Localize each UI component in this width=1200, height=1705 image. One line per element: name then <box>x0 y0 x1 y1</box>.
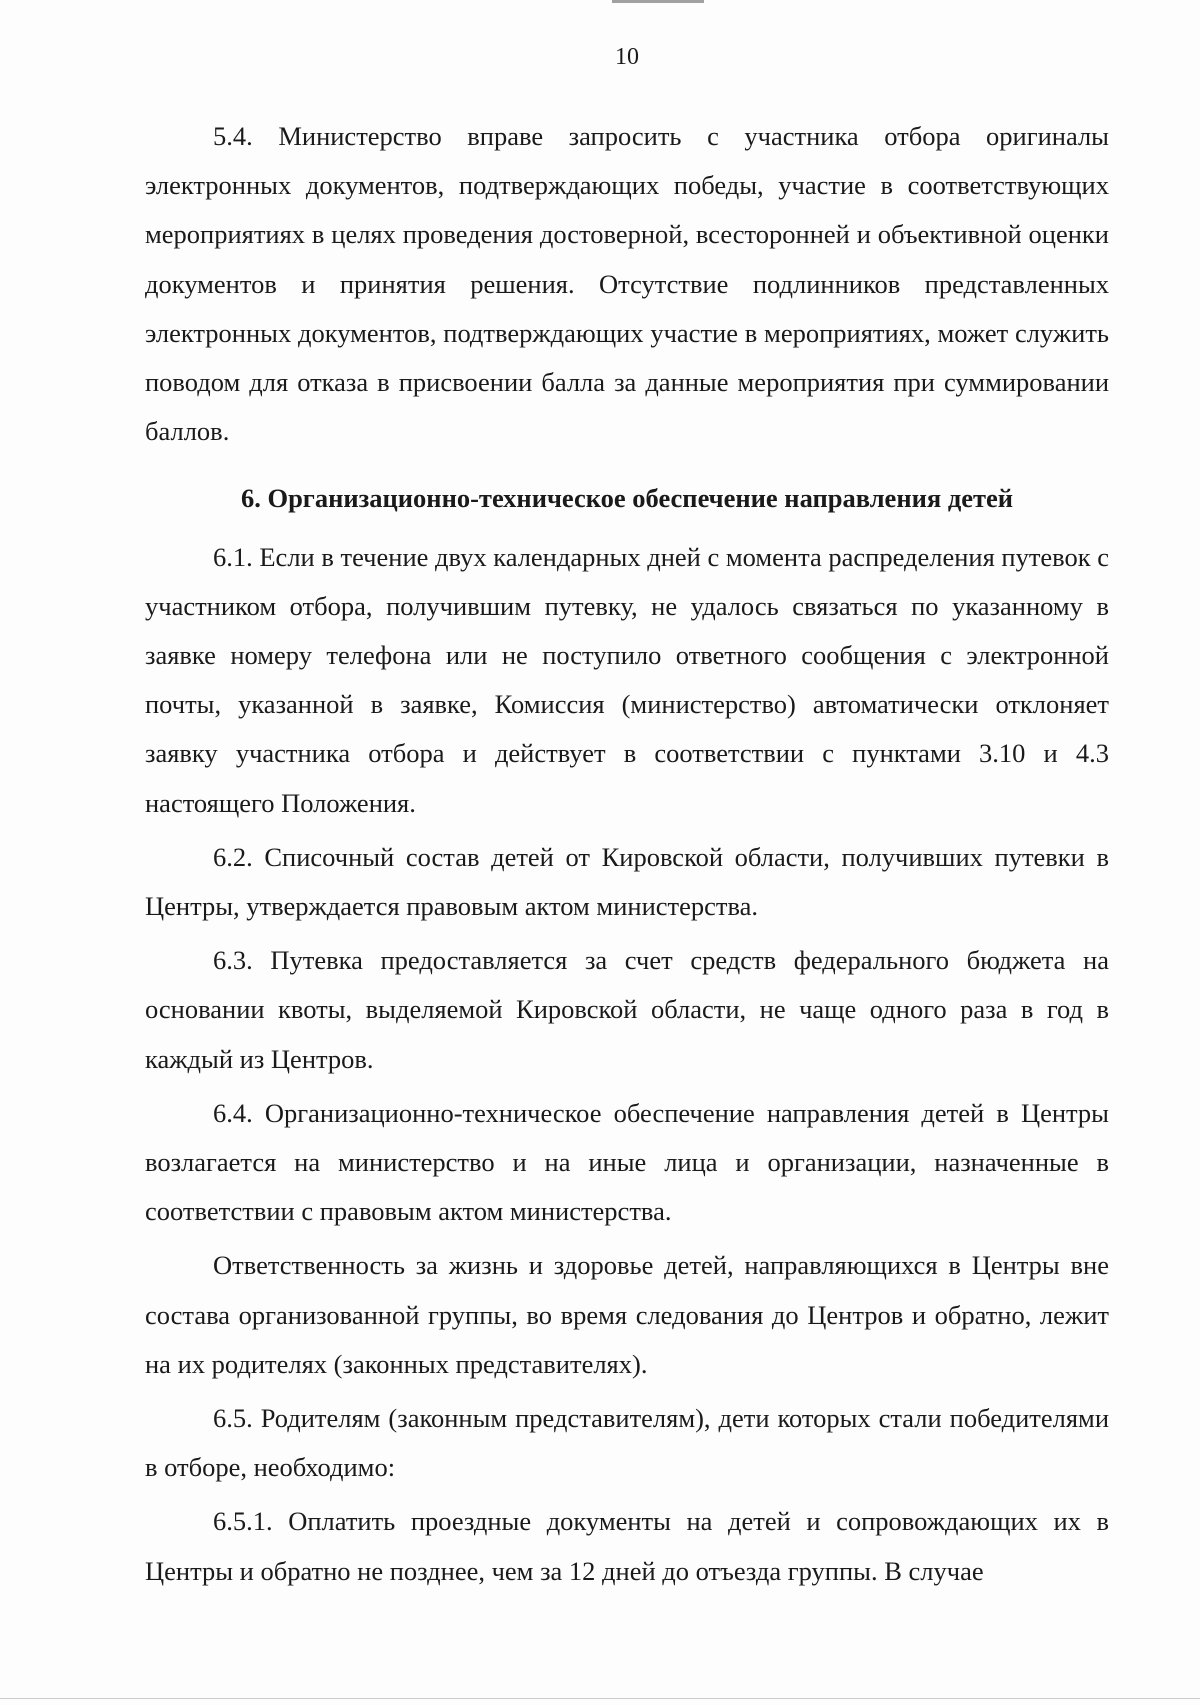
paragraph-6-3: 6.3. Путевка предоставляется за счет средств федерального бюджета на основании квоты, выделяемой Кировской области, не чаще одного раза в год в каждый из Центров. <box>145 945 1109 1074</box>
scan-edge-mark <box>612 0 704 3</box>
paragraph-6-4: 6.4. Организационно-техническое обеспечение направления детей в Центры возлагается на министерство и на иные лица и организации, назначенные в соответствии с правовым актом министерства. <box>145 1097 1109 1227</box>
paragraph-6-5: 6.5. Родителям (законным представителям), дети которых стали победителями в отборе, необходимо: <box>145 1403 1109 1483</box>
paragraph-responsibility: Ответственность за жизнь и здоровье детей, направляющихся в Центры вне состава организованной группы, во время следования до Центров и обратно, лежит на их родителях (законных представителях). <box>145 1250 1109 1379</box>
paragraph-5-4: 5.4. Министерство вправе запросить с участника отбора оригиналы электронных документов, подтверждающих победы, участие в соответствующих мероприятиях в целях проведения достоверной, всесторонней и объективной оценки документов и принятия решения. Отсутствие подлинников представленных электронных документов, подтверждающих участие в мероприятиях, может служить поводом для отказа в присвоении балла за данные мероприятия при суммировании баллов. <box>145 121 1109 447</box>
paragraph-6-5-1: 6.5.1. Оплатить проездные документы на детей и сопровождающих их в Центры и обратно не позднее, чем за 12 дней до отъезда группы. В случае <box>145 1506 1109 1586</box>
paragraph-6-2: 6.2. Списочный состав детей от Кировской области, получивших путевки в Центры, утверждается правовым актом министерства. <box>145 841 1109 922</box>
section-heading-6: 6. Организационно-техническое обеспечение направления детей <box>240 483 1014 514</box>
scan-bottom-edge <box>0 1698 1200 1699</box>
paragraph-6-1: 6.1. Если в течение двух календарных дней с момента распределения путевок с участником отбора, получившим путевку, не удалось связаться по указанному в заявке номеру телефона или не поступило ответного сообщения с электронной почты, указанной в заявке, Комиссия (министерство) автоматически отклоняет заявку участника отбора и действует в соответствии с пунктами 3.10 и 4.3 настоящего Положения. <box>145 541 1110 818</box>
document-body <box>145 112 1109 1596</box>
page-number: 10 <box>615 44 639 70</box>
